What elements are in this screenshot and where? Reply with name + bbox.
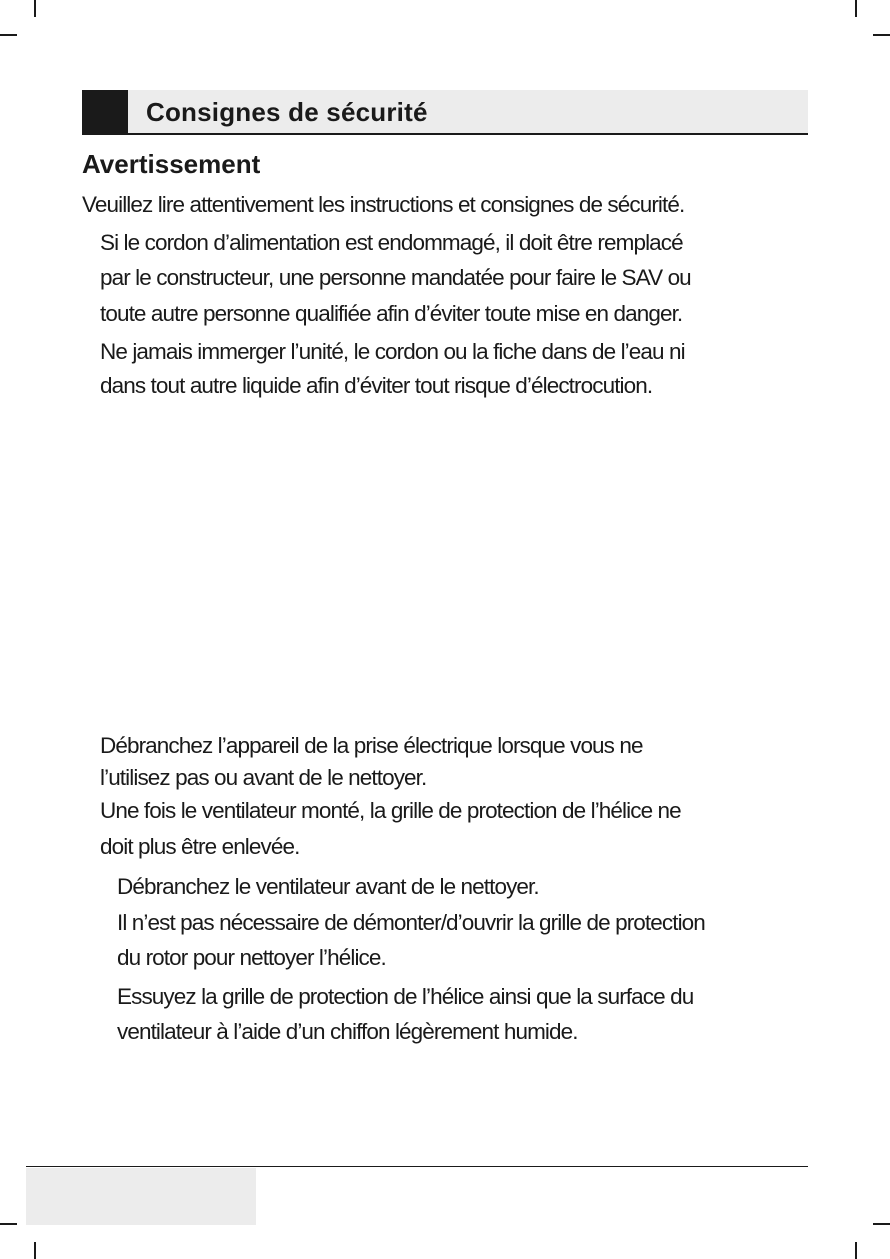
section-header: [82, 90, 808, 135]
crop-mark-bottom-right-horizontal: [873, 1223, 890, 1225]
unplug-line-1: Débranchez l’appareil de la prise électrique lorsque vous ne: [100, 733, 643, 758]
crop-mark-top-right-horizontal: [873, 34, 890, 36]
section-marker: [82, 90, 128, 133]
cord-damaged-line-2: par le constructeur, une personne mandatée pour faire le SAV ou: [100, 265, 691, 290]
cord-damaged-line-1: Si le cordon d’alimentation est endommagé, il doit être remplacé: [100, 230, 683, 255]
crop-mark-top-right-vertical: [855, 0, 857, 17]
cord-damaged-line-3: toute autre personne qualifiée afin d’éviter toute mise en danger.: [100, 301, 683, 326]
crop-mark-bottom-right-vertical: [855, 1242, 857, 1259]
unplug-line-2: l’utilisez pas ou avant de le nettoyer.: [100, 765, 427, 790]
crop-mark-bottom-left-vertical: [34, 1242, 36, 1259]
footer-divider: [26, 1166, 808, 1167]
crop-mark-bottom-left-horizontal: [0, 1223, 17, 1225]
no-immersion-line-2: dans tout autre liquide afin d’éviter tout risque d’électrocution.: [100, 373, 653, 398]
wipe-line-1: Essuyez la grille de protection de l’hélice ainsi que la surface du: [117, 984, 694, 1009]
warning-heading: Avertissement: [82, 149, 261, 179]
no-disassembly-line-2: du rotor pour nettoyer l’hélice.: [117, 945, 386, 970]
warning-intro: Veuillez lire attentivement les instructions et consignes de sécurité.: [82, 192, 685, 217]
grille-line-2: doit plus être enlevée.: [100, 834, 300, 859]
cleaning-unplug-line: Débranchez le ventilateur avant de le nettoyer.: [117, 874, 539, 899]
page-title: Consignes de sécurité: [146, 97, 428, 127]
footer-page-box: [26, 1168, 256, 1225]
wipe-line-2: ventilateur à l’aide d’un chiffon légèrement humide.: [117, 1019, 578, 1044]
no-disassembly-line-1: Il n’est pas nécessaire de démonter/d’ouvrir la grille de protection: [117, 910, 705, 935]
no-immersion-line-1: Ne jamais immerger l’unité, le cordon ou la fiche dans de l’eau ni: [100, 339, 685, 364]
crop-mark-top-left-vertical: [34, 0, 36, 17]
grille-line-1: Une fois le ventilateur monté, la grille de protection de l’hélice ne: [100, 798, 681, 823]
crop-mark-top-left-horizontal: [0, 34, 17, 36]
